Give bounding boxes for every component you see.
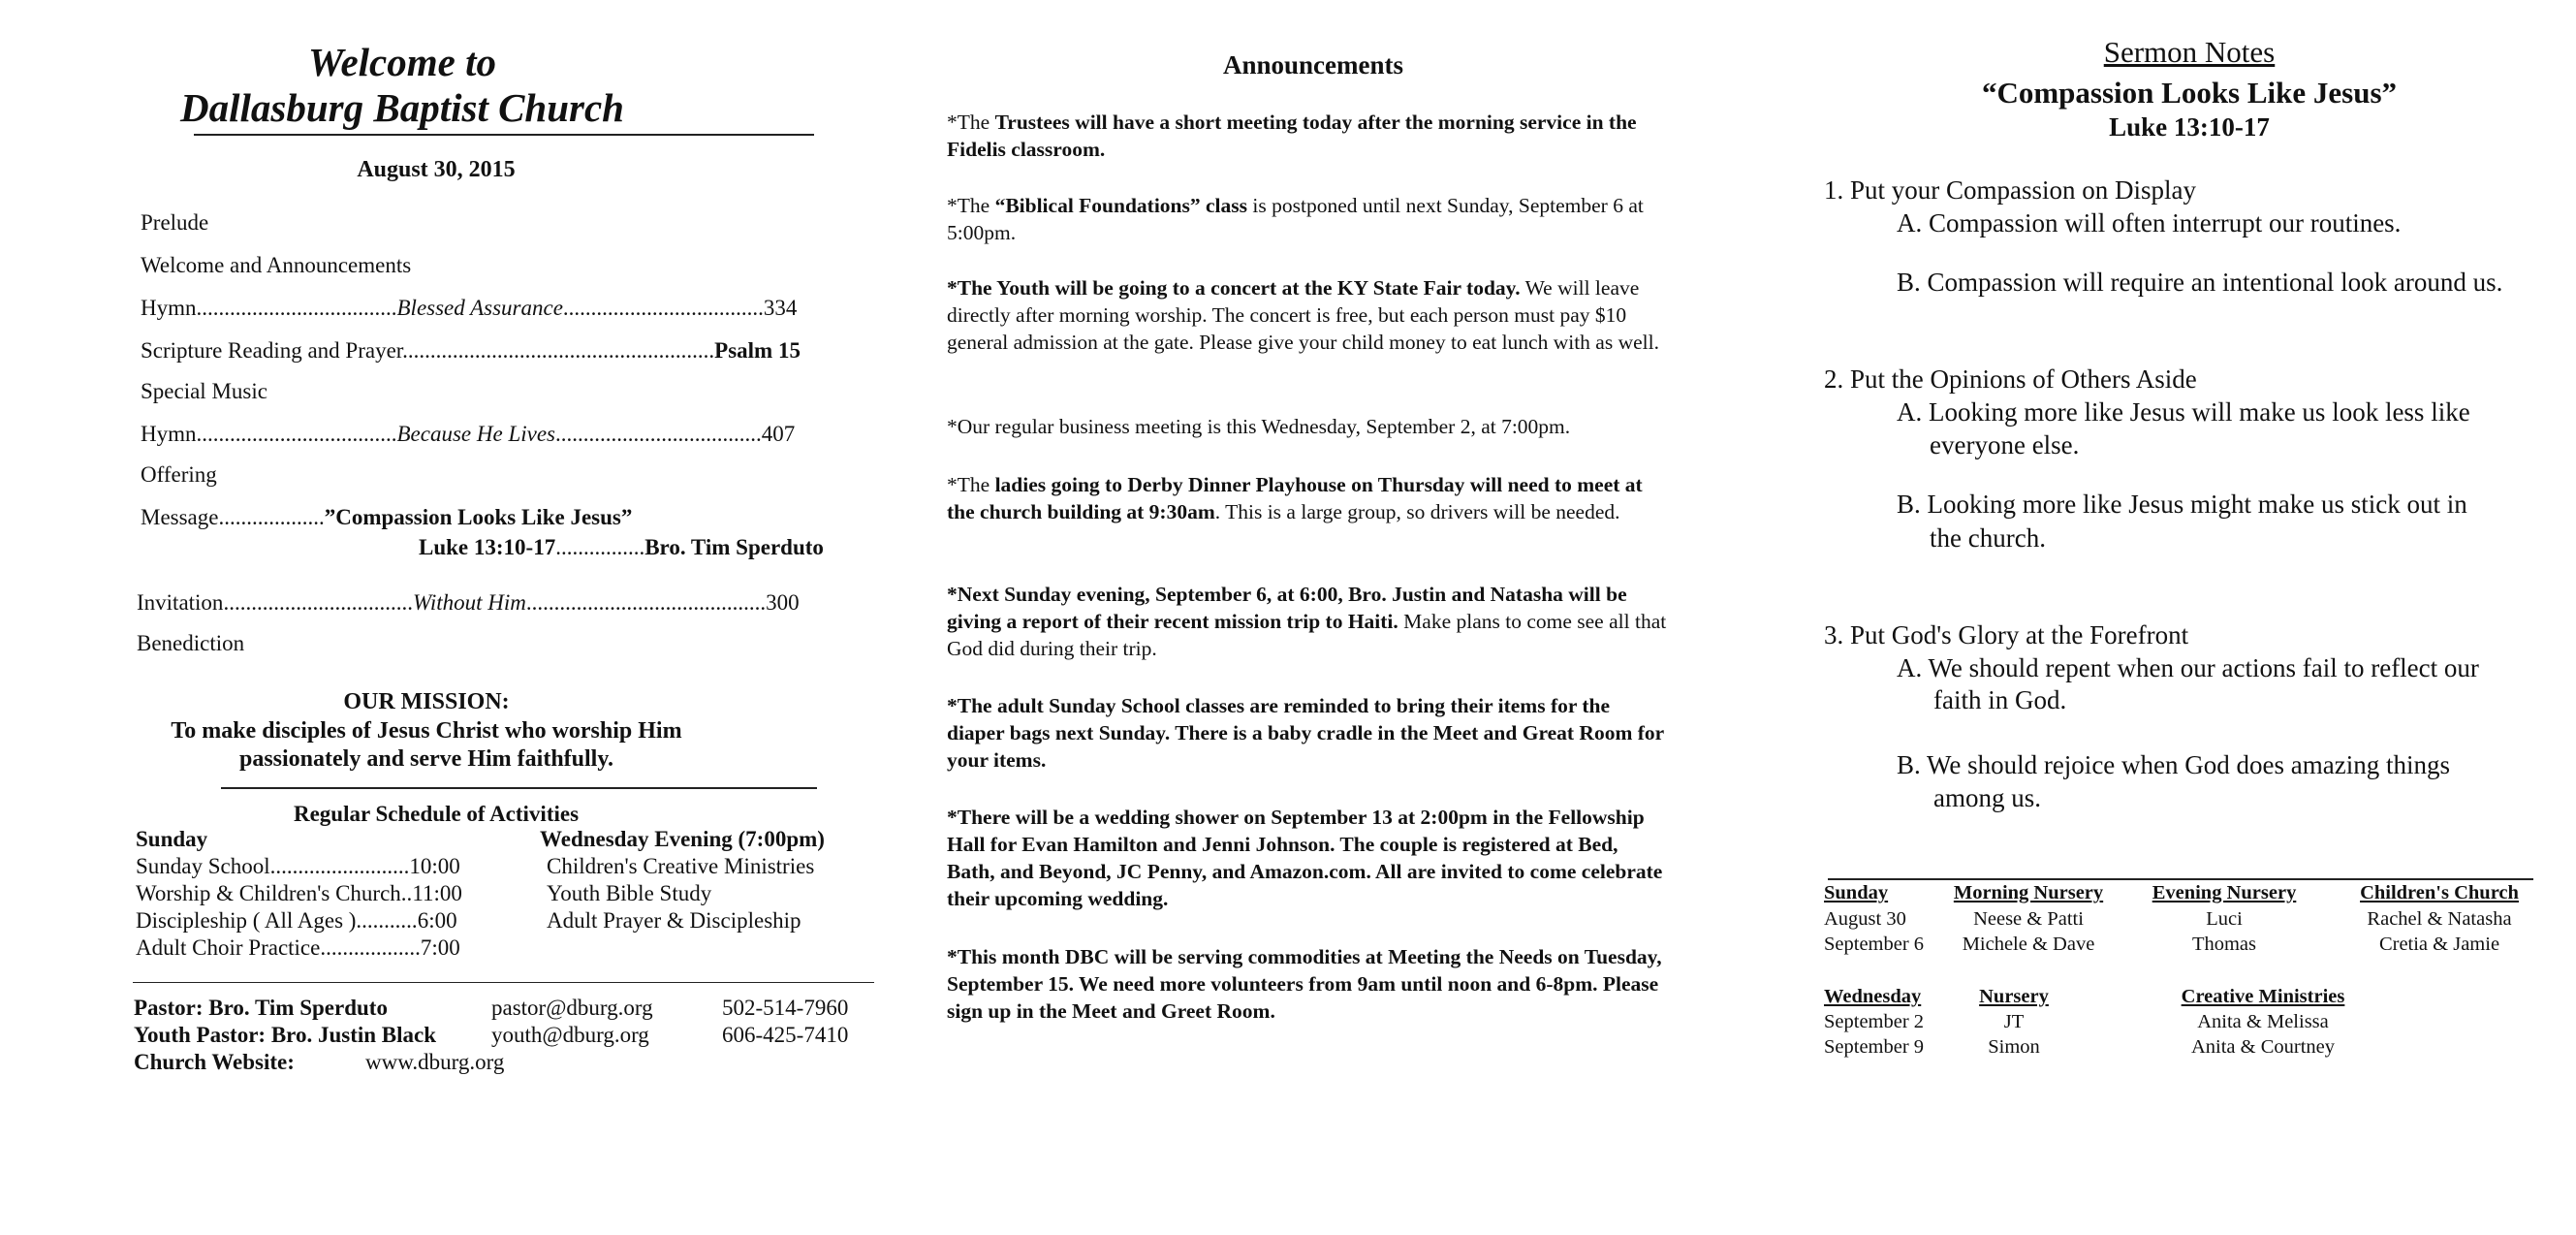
leader-dots: .................................... [196, 296, 397, 320]
wednesday-nursery-header: Nursery [1979, 986, 2049, 1007]
sermon-point-3b-cont: among us. [1933, 783, 2041, 812]
wednesday-nursery-cell: September 9 [1824, 1036, 1925, 1058]
hymn-label: Hymn [141, 422, 197, 446]
sermon-point-3a-cont: faith in God. [1933, 685, 2067, 714]
schedule-sunday-item [136, 935, 460, 961]
leader-dots: ..................................... [555, 422, 762, 446]
invitation-title: Without Him [412, 590, 526, 615]
mission-line-1: To make disciples of Jesus Christ who worship Him [171, 718, 682, 744]
nursery-divider [1828, 878, 2533, 880]
leader-dots: .................................. [223, 590, 413, 615]
announcement-commodities [947, 943, 1669, 1025]
scripture-reference: Psalm 15 [714, 338, 801, 363]
sermon-point-1a: A. Compassion will often interrupt our routines. [1897, 208, 2402, 238]
sermon-point-1b: B. Compassion will require an intentional look around us. [1897, 268, 2503, 297]
sermon-notes-panel [1803, 0, 2576, 1235]
schedule-wednesday-item: Adult Prayer & Discipleship [547, 908, 801, 933]
youth-pastor-name: Youth Pastor: Bro. Justin Black [134, 1023, 437, 1047]
announcement-text: *The [947, 473, 995, 496]
bulletin-date: August 30, 2015 [357, 157, 516, 182]
pastor-phone: 502-514-7960 [722, 996, 849, 1020]
wednesday-nursery-header: Creative Ministries [2181, 986, 2345, 1007]
hymn-title: Because He Lives [396, 422, 555, 446]
sermon-notes-title: Sermon Notes [2103, 35, 2276, 69]
announcement-text: *The [947, 194, 995, 217]
schedule-item-time: 11:00 [412, 881, 462, 905]
order-of-worship-panel [0, 0, 872, 1235]
sermon-reference: Luke 13:10-17 [2109, 112, 2270, 142]
hymn-number: 300 [766, 590, 800, 615]
wednesday-nursery-header: Wednesday [1824, 986, 1922, 1007]
order-hymn-1 [141, 296, 797, 321]
announcement-business-meeting [947, 413, 1669, 440]
announcement-text-bold: “Biblical Foundations” class [994, 194, 1248, 217]
hymn-number: 407 [761, 422, 796, 446]
message-label: Message [141, 505, 219, 529]
sermon-point-1: 1. Put your Compassion on Display [1824, 175, 2197, 205]
order-offering: Offering [141, 462, 217, 487]
sermon-point-2: 2. Put the Opinions of Others Aside [1824, 364, 2197, 394]
announcement-haiti-report [947, 581, 1669, 662]
schedule-item-label: Adult Choir Practice.................. [136, 935, 421, 960]
nursery-cell: Michele & Dave [1962, 934, 2095, 955]
announcement-text: . This is a large group, so drivers will be needed. [1214, 500, 1620, 523]
hymn-label: Hymn [141, 296, 197, 320]
announcement-text: Make plans to come see all that God did during their trip. [947, 610, 1667, 660]
nursery-header: Sunday [1824, 882, 1889, 903]
announcement-text-bold: *The Youth will be going to a concert at the KY State Fair today. [947, 276, 1521, 300]
nursery-cell: August 30 [1824, 908, 1906, 930]
schedule-item-time: 6:00 [417, 908, 457, 933]
announcement-wedding-shower [947, 804, 1669, 912]
order-message-reference [419, 535, 824, 560]
schedule-item-time: 7:00 [420, 935, 460, 960]
schedule-heading: Regular Schedule of Activities [293, 802, 580, 826]
pastor-name: Pastor: Bro. Tim Sperduto [134, 996, 388, 1020]
announcement-trustees [947, 109, 1669, 163]
order-prelude: Prelude [141, 210, 209, 235]
announcement-text-bold: *There will be a wedding shower on September 13 at 2:00pm in the Fellowship Hall for Evan Hamilton and Jenni Johnson. The couple is registered at Bed, Bath, and Beyond, JC Penny, and Amazon.com. All are invited to come celebrate their upcoming wedding. [947, 806, 1663, 910]
nursery-cell: Cretia & Jamie [2378, 934, 2500, 955]
welcome-line-1: Welcome to [308, 40, 496, 84]
leader-dots: ................ [555, 535, 645, 559]
schedule-item-label: Worship & Children's Church.. [136, 881, 413, 905]
announcements-panel [930, 0, 1696, 1235]
mission-heading: OUR MISSION: [343, 689, 510, 714]
order-invitation [137, 590, 800, 616]
leader-dots: ................... [218, 505, 325, 529]
sermon-point-3a: A. We should repent when our actions fail to reflect our [1897, 653, 2479, 682]
hymn-title: Blessed Assurance [396, 296, 563, 320]
mission-divider [221, 787, 817, 789]
message-reference: Luke 13:10-17 [419, 535, 556, 559]
announcement-text-bold: *Next Sunday evening, September 6, at 6:00, Bro. Justin and Natasha will be giving a report of their recent mission trip to Haiti. [947, 583, 1627, 633]
schedule-sunday-item [136, 854, 460, 879]
order-welcome: Welcome and Announcements [141, 253, 412, 277]
nursery-header: Children's Church [2360, 882, 2519, 903]
announcement-diaper-bags [947, 692, 1669, 774]
youth-pastor-phone: 606-425-7410 [722, 1023, 849, 1047]
hymn-number: 334 [763, 296, 798, 320]
sermon-title: “Compassion Looks Like Jesus” [1981, 76, 2398, 110]
announcement-text: *Our regular business meeting is this Wednesday, September 2, at 7:00pm. [947, 415, 1571, 438]
sermon-point-2a-cont: everyone else. [1930, 430, 2080, 459]
pastor-email: pastor@dburg.org [491, 996, 653, 1020]
schedule-sunday-item [136, 881, 462, 906]
nursery-cell: Luci [2206, 908, 2243, 930]
wednesday-nursery-cell: Simon [1988, 1036, 2040, 1058]
schedule-wednesday-heading: Wednesday Evening (7:00pm) [540, 827, 825, 851]
message-speaker: Bro. Tim Sperduto [644, 535, 824, 559]
order-scripture [141, 338, 801, 364]
schedule-wednesday-item: Children's Creative Ministries [547, 854, 815, 878]
sermon-point-3: 3. Put God's Glory at the Forefront [1824, 620, 2189, 649]
mission-line-2: passionately and serve Him faithfully. [238, 746, 614, 772]
sermon-point-2b-cont: the church. [1930, 523, 2046, 553]
message-title: ”Compassion Looks Like Jesus” [324, 505, 633, 529]
leader-dots: ........................................................ [402, 338, 715, 363]
nursery-header: Evening Nursery [2152, 882, 2297, 903]
church-name: Dallasburg Baptist Church [180, 85, 624, 130]
website-label: Church Website: [134, 1050, 295, 1074]
leader-dots: .................................... [196, 422, 397, 446]
order-message [141, 505, 632, 530]
title-divider [194, 134, 814, 136]
announcement-text-bold: ladies going to Derby Dinner Playhouse on Thursday will need to meet at the church building at 9:30am [947, 473, 1643, 523]
contacts-divider [133, 982, 874, 983]
schedule-item-label: Discipleship ( All Ages )........... [136, 908, 418, 933]
schedule-item-time: 10:00 [409, 854, 460, 878]
wednesday-nursery-cell: Anita & Courtney [2190, 1036, 2336, 1058]
announcements-title: Announcements [1222, 50, 1404, 79]
announcement-text-bold: *The adult Sunday School classes are reminded to bring their items for the diaper bags next Sunday. There is a baby cradle in the Meet and Great Room for your items. [947, 694, 1664, 772]
nursery-header: Morning Nursery [1953, 882, 2104, 903]
announcement-text-bold: Trustees will have a short meeting today after the morning service in the Fidelis classroom. [947, 111, 1637, 161]
scripture-label: Scripture Reading and Prayer [141, 338, 403, 363]
wednesday-nursery-cell: Anita & Melissa [2197, 1011, 2329, 1032]
leader-dots: ........................................... [525, 590, 767, 615]
sermon-point-2a: A. Looking more like Jesus will make us look less like [1897, 397, 2470, 427]
schedule-sunday-heading: Sunday [136, 827, 208, 851]
youth-pastor-email: youth@dburg.org [491, 1023, 649, 1047]
announcement-ladies-playhouse [947, 471, 1669, 525]
announcement-text: We will leave directly after morning worship. The concert is free, but each person must pay $10 general admission at the gate. Please give your child money to eat lunch with as well. [947, 276, 1659, 354]
order-hymn-2 [141, 422, 795, 447]
wednesday-nursery-cell: JT [2003, 1011, 2025, 1032]
nursery-cell: Thomas [2191, 934, 2257, 955]
schedule-item-label: Sunday School......................... [136, 854, 410, 878]
order-benediction: Benediction [137, 631, 245, 655]
announcement-biblical-foundations [947, 192, 1669, 246]
leader-dots: .................................... [562, 296, 764, 320]
nursery-cell: Neese & Patti [1973, 908, 2084, 930]
nursery-cell: September 6 [1824, 934, 1925, 955]
sermon-point-2b: B. Looking more like Jesus might make us stick out in [1897, 490, 2467, 519]
announcement-youth-concert [947, 274, 1669, 356]
announcement-text: is postponed until next Sunday, September 6 at 5:00pm. [947, 194, 1644, 244]
invitation-label: Invitation [137, 590, 224, 615]
sermon-point-3b: B. We should rejoice when God does amazing things [1897, 750, 2450, 779]
schedule-wednesday-item: Youth Bible Study [547, 881, 712, 905]
announcement-text-bold: *This month DBC will be serving commodities at Meeting the Needs on Tuesday, September 15. We need more volunteers from 9am until noon and 6-8pm. Please sign up in the Meet and Greet Room. [947, 945, 1662, 1023]
announcement-text: *The [947, 111, 995, 134]
order-special-music: Special Music [141, 379, 267, 403]
nursery-cell: Rachel & Natasha [2367, 908, 2512, 930]
wednesday-nursery-cell: September 2 [1824, 1011, 1925, 1032]
church-website: www.dburg.org [365, 1050, 505, 1074]
schedule-sunday-item [136, 908, 457, 934]
